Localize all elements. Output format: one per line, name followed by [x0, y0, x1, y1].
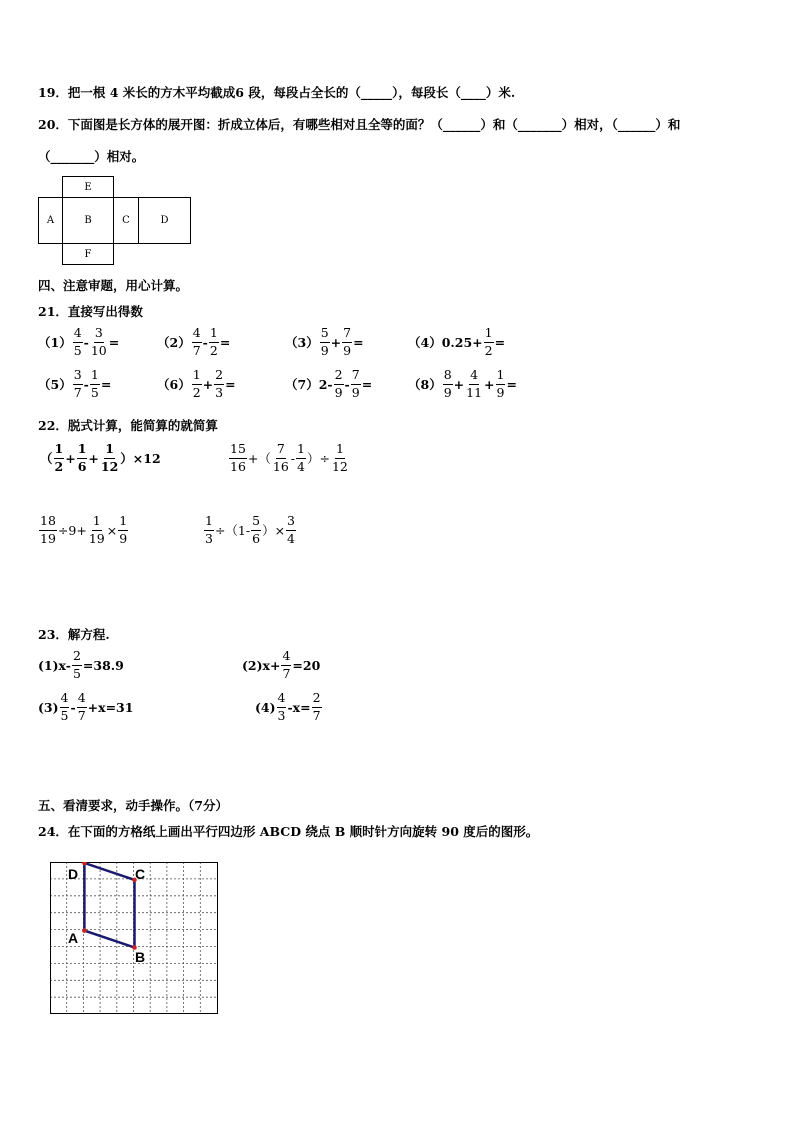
fraction: $\frac{2}{3}$	[215, 367, 224, 400]
fraction: $\frac{1}{2}$	[192, 367, 201, 400]
calc-item: （3） $\frac{5}{9}$ + $\frac{7}{9}$ =	[285, 325, 364, 358]
expr-22-4: $\frac{1}{3}$ ÷（1- $\frac{5}{6}$ ）× $\frac{3}{4}$	[205, 513, 295, 546]
calc-item: （1） $\frac{4}{5}$ - $\frac{3}{10}$ =	[38, 325, 120, 358]
fraction: $\frac{4}{7}$	[282, 648, 291, 681]
label-B: B	[135, 949, 146, 965]
fraction: $\frac{5}{9}$	[320, 325, 329, 358]
fraction: $\frac{15}{16}$	[230, 441, 246, 474]
fraction: $\frac{1}{12}$	[331, 441, 348, 474]
fraction: $\frac{2}{9}$	[334, 367, 343, 400]
net-face-A: A	[38, 197, 63, 244]
expr-22-1: （ $\frac{1}{2}$ + $\frac{1}{6}$ + $\frac{1}{12}$ ）×12	[40, 441, 161, 474]
fraction: $\frac{1}{2}$	[484, 325, 493, 358]
calc-item: （6） $\frac{1}{2}$ + $\frac{2}{3}$ =	[157, 367, 236, 400]
question-24: 24．在下面的方格纸上画出平行四边形 ABCD 绕点 B 顺时针方向旋转 90 度后的图形。	[38, 824, 539, 839]
fraction: $\frac{7}{9}$	[343, 325, 352, 358]
question-20-line1: 20．下面图是长方体的展开图：折成立体后，有哪些相对且全等的面？（______）和（_______）相对，（______）和	[38, 117, 681, 132]
calc-item: （4） 0.25+ $\frac{1}{2}$ =	[408, 325, 506, 358]
equation-2: (2)x+ $\frac{4}{7}$ =20	[242, 648, 321, 681]
net-face-D: D	[138, 197, 191, 244]
label-A: A	[68, 930, 79, 946]
fraction: $\frac{4}{11}$	[466, 367, 483, 400]
question-20-line2: （_______）相对。	[38, 149, 145, 164]
fraction: $\frac{4}{3}$	[277, 690, 286, 723]
question-21-title: 21．直接写出得数	[38, 304, 143, 319]
section-4-title: 四、注意审题，用心计算。	[38, 278, 189, 293]
equation-3: (3) $\frac{4}{5}$ - $\frac{4}{7}$ +x=31	[38, 690, 134, 723]
fraction: $\frac{1}{9}$	[496, 367, 505, 400]
fraction: $\frac{1}{6}$	[77, 441, 87, 474]
grid-paper	[50, 862, 220, 1016]
net-face-C: C	[113, 197, 139, 244]
fraction: $\frac{3}{10}$	[90, 325, 107, 358]
fraction: $\frac{18}{19}$	[40, 513, 56, 546]
fraction: $\frac{3}{4}$	[287, 513, 295, 546]
question-22-title: 22．脱式计算，能简算的就简算	[38, 418, 218, 433]
calc-item: （2） $\frac{4}{7}$ - $\frac{1}{2}$ =	[157, 325, 231, 358]
fraction: $\frac{1}{9}$	[119, 513, 128, 546]
calc-item: （7） 2- $\frac{2}{9}$ - $\frac{7}{9}$ =	[285, 367, 373, 400]
fraction: $\frac{4}{5}$	[60, 690, 69, 723]
fraction: $\frac{8}{9}$	[443, 367, 452, 400]
fraction: $\frac{7}{9}$	[351, 367, 360, 400]
fraction: $\frac{2}{7}$	[312, 690, 321, 723]
section-5-title: 五、看清要求，动手操作。（7分）	[38, 798, 228, 813]
net-face-F: F	[62, 243, 114, 265]
fraction: $\frac{1}{4}$	[297, 441, 305, 474]
expr-22-2: $\frac{15}{16}$ +（ $\frac{7}{16}$ - $\frac{1}{4}$ ）÷ $\frac{1}{12}$	[230, 441, 348, 474]
fraction: $\frac{1}{19}$	[88, 513, 105, 546]
fraction: $\frac{1}{12}$	[100, 441, 119, 474]
cuboid-net	[38, 176, 193, 264]
fraction: $\frac{7}{16}$	[272, 441, 289, 474]
calc-item: （8） $\frac{8}{9}$ + $\frac{4}{11}$ + $\frac{1}{9}$ =	[408, 367, 517, 400]
parallelogram-abcd	[84, 863, 134, 948]
label-D: D	[68, 866, 79, 882]
fraction: $\frac{3}{7}$	[73, 367, 82, 400]
fraction: $\frac{1}{5}$	[90, 367, 99, 400]
question-23-title: 23．解方程.	[38, 627, 110, 642]
calc-item: （5） $\frac{3}{7}$ - $\frac{1}{5}$ =	[38, 367, 112, 400]
equation-4: (4) $\frac{4}{3}$ -x= $\frac{2}{7}$	[255, 690, 321, 723]
fraction: $\frac{4}{7}$	[192, 325, 201, 358]
net-face-B: B	[62, 197, 114, 244]
vertex-points	[82, 862, 137, 950]
fraction: $\frac{4}{5}$	[73, 325, 82, 358]
vertex-A	[82, 928, 87, 933]
label-C: C	[135, 866, 146, 882]
fraction: $\frac{1}{3}$	[205, 513, 213, 546]
expr-22-3: $\frac{18}{19}$ ÷9+ $\frac{1}{19}$ × $\frac{1}{9}$	[40, 513, 128, 546]
fraction: $\frac{5}{6}$	[252, 513, 261, 546]
question-19: 19．把一根 4 米长的方木平均截成6 段，每段占全长的（_____），每段长（____）米.	[38, 85, 516, 100]
fraction: $\frac{4}{7}$	[77, 690, 86, 723]
equation-1: (1)x- $\frac{2}{5}$ =38.9	[38, 648, 124, 681]
fraction: $\frac{2}{5}$	[72, 648, 81, 681]
net-face-E: E	[62, 176, 114, 198]
fraction: $\frac{1}{2}$	[209, 325, 218, 358]
fraction: $\frac{1}{2}$	[54, 441, 64, 474]
